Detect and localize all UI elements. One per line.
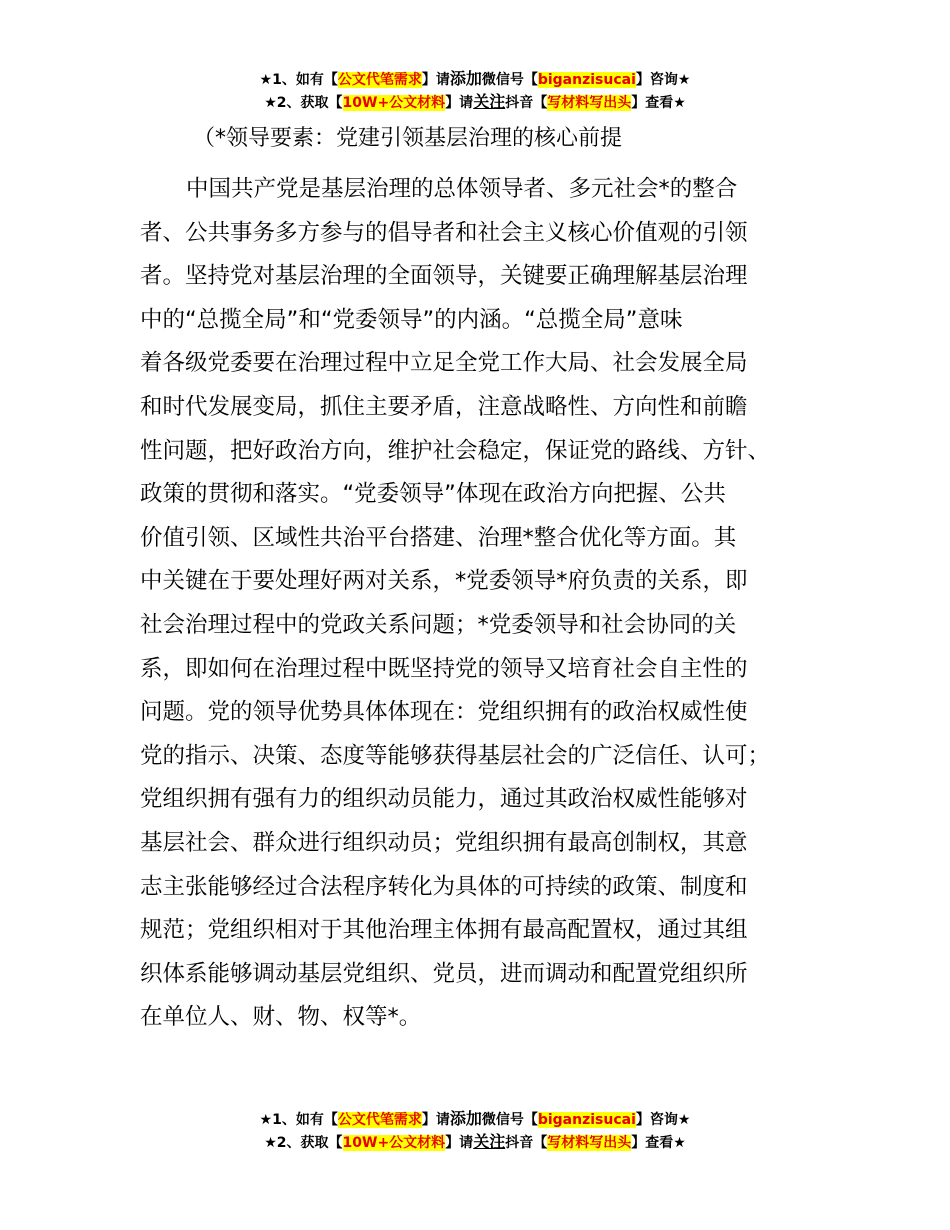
promo-text: 】咨询★ [635, 72, 691, 88]
paragraph-line: 中关键在于要处理好两对关系，*党委领导*府负责的关系，即 [140, 568, 748, 595]
paragraph-line: 中的“总揽全局”和“党委领导”的内涵。“总揽全局”意味 [140, 306, 683, 333]
paragraph-line: 者。坚持党对基层治理的全面领导，关键要正确理解基层治理 [140, 263, 748, 290]
promo-emphasis: 关注 [473, 1132, 506, 1151]
promo-highlight: 10W+公文材料 [342, 95, 446, 111]
promo-text: 微信号【 [481, 1112, 538, 1128]
promo-line-1 [0, 1108, 950, 1131]
promo-line-2 [0, 91, 950, 114]
promo-text: 】请 [445, 1135, 474, 1151]
paragraph-line: 和时代发展变局，抓住主要矛盾，注意战略性、方向性和前瞻 [140, 393, 748, 420]
footer-promo [0, 1108, 950, 1154]
wechat-id-highlight: biganzisucai [537, 72, 636, 88]
douyin-id-highlight: 写材料写出头 [547, 1135, 632, 1151]
paragraph-line: 性问题，把好政治方向，维护社会稳定，保证党的路线、方针、 [140, 437, 771, 464]
promo-text: 】查看★ [631, 1135, 686, 1151]
paragraph-line: 志主张能够经过合法程序转化为具体的可持续的政策、制度和 [140, 873, 748, 900]
douyin-id-highlight: 写材料写出头 [547, 95, 632, 111]
wechat-id-highlight: biganzisucai [537, 1112, 636, 1128]
promo-highlight: 10W+公文材料 [342, 1135, 446, 1151]
promo-text: 抖音【 [505, 95, 548, 111]
paragraph-line: 党组织拥有强有力的组织动员能力，通过其政治权威性能够对 [140, 786, 748, 813]
promo-emphasis: 添加 [449, 1109, 482, 1128]
promo-text: 】请 [445, 95, 474, 111]
paragraph-line: 党的指示、决策、态度等能够获得基层社会的广泛信任、认可； [140, 742, 771, 769]
paragraph-line: 价值引领、区域性共治平台搭建、治理*整合优化等方面。其 [140, 524, 737, 551]
promo-text: 】咨询★ [635, 1112, 691, 1128]
paragraph-line: 规范；党组织相对于其他治理主体拥有最高配置权，通过其组 [140, 917, 748, 944]
paragraph-line: 者、公共事务多方参与的倡导者和社会主义核心价值观的引领 [140, 219, 748, 246]
paragraph-line: 着各级党委要在治理过程中立足全党工作大局、社会发展全局 [140, 350, 748, 377]
promo-highlight: 公文代笔需求 [337, 72, 422, 88]
paragraph-line: 在单位人、财、物、权等*。 [140, 1004, 422, 1031]
header-promo [0, 68, 950, 114]
promo-text: 微信号【 [481, 72, 538, 88]
promo-emphasis: 关注 [473, 92, 506, 111]
promo-text: 抖音【 [505, 1135, 548, 1151]
paragraph-line: 社会治理过程中的党政关系问题；*党委领导和社会协同的关 [140, 611, 737, 638]
promo-highlight: 公文代笔需求 [337, 1112, 422, 1128]
paragraph-line: 中国共产党是基层治理的总体领导者、多元社会*的整合 [186, 176, 738, 202]
promo-line-2 [0, 1131, 950, 1154]
promo-text: ★2、获取【 [264, 95, 343, 111]
promo-text: ★1、如有【 [259, 1112, 338, 1128]
promo-text: 】请 [421, 72, 450, 88]
promo-line-1 [0, 68, 950, 91]
paragraph-line: 政策的贯彻和落实。“党委领导”体现在政治方向把握、公共 [140, 481, 726, 508]
body-paragraph [140, 168, 834, 1040]
promo-text: ★1、如有【 [259, 72, 338, 88]
promo-text: ★2、获取【 [264, 1135, 343, 1151]
section-heading: （*领导要素：党建引领基层治理的核心前提 [193, 126, 623, 151]
paragraph-line: 织体系能够调动基层党组织、党员，进而调动和配置党组织所 [140, 960, 748, 987]
promo-text: 】请 [421, 1112, 450, 1128]
paragraph-line: 系，即如何在治理过程中既坚持党的领导又培育社会自主性的 [140, 655, 748, 682]
paragraph-line: 基层社会、群众进行组织动员；党组织拥有最高创制权，其意 [140, 829, 748, 856]
promo-text: 】查看★ [631, 95, 686, 111]
paragraph-line: 问题。党的领导优势具体体现在：党组织拥有的政治权威性使 [140, 699, 748, 726]
promo-emphasis: 添加 [449, 69, 482, 88]
